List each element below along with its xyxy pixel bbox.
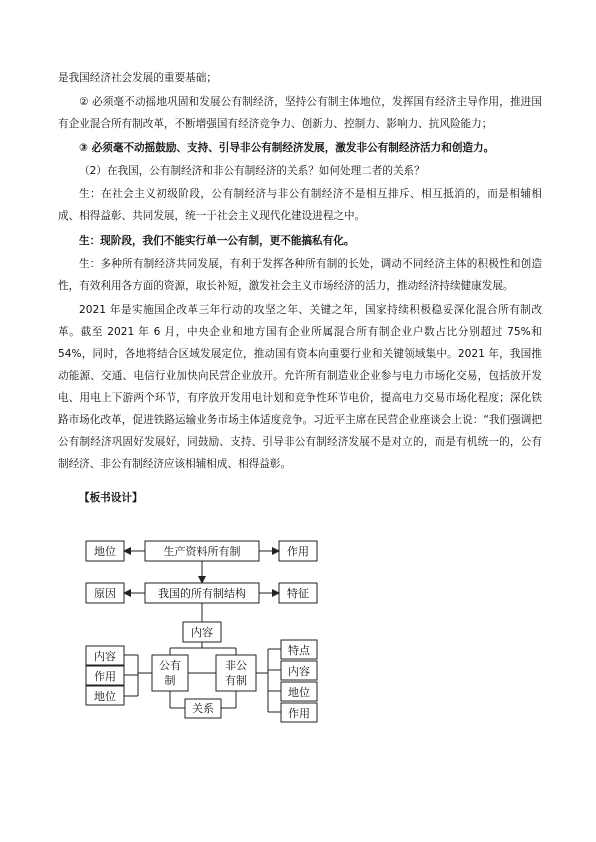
label-content: 内容 <box>191 626 213 639</box>
section-heading: 【板书设计】 <box>79 492 143 504</box>
label-left-content: 内容 <box>94 650 116 663</box>
label-mid-right: 特征 <box>287 587 309 600</box>
paragraph-6: 生：现阶段，我们不能实行单一公有制，更不能搞私有化。 <box>79 235 355 247</box>
paragraph-4: （2）在我国，公有制经济和非公有制经济的关系？如何处理二者的关系？ <box>79 165 425 177</box>
label-mid-center: 我国的所有制结构 <box>158 587 246 600</box>
paragraph-5: 生：在社会主义初级阶段，公有制经济与非公有制经济不是相互排斥、相互抵消的，而是相辅相成、相得益彰、共同发展，统一于社会主义现代化建设进程之中。 <box>58 188 542 222</box>
label-mid-left: 原因 <box>94 587 116 600</box>
paragraph-3: ③ 必须毫不动摇鼓励、支持、引导非公有制经济发展，激发非公有制经济活力和创造力。 <box>79 142 495 154</box>
label-top-right: 作用 <box>287 545 309 558</box>
label-top-left: 地位 <box>94 545 116 558</box>
label-right-content: 内容 <box>288 665 310 678</box>
label-right-feature: 特点 <box>288 644 310 657</box>
label-relation: 关系 <box>192 702 214 715</box>
paragraph-8: 2021 年是实施国企改革三年行动的攻坚之年、关键之年，国家持续积极稳妥深化混合所有制改革。截至 2021 年 6 月，中央企业和地方国有企业所属混合所有制企业户数占比分别超过 75%和 54%，同时，各地将结合区域发展定位，推动国有资本向重要行业和关键领域集中。2021 年，我国推动能源、交通、电信行业加快向民营企业放开。允许所有制造业企业参与电力市场化交易，包括放开发电、用电上下游两个环节，有序放开发用电计划和竞争性环节电价，提高电力交易市场化程度；深化铁路市场化改革，促进铁路运输业务市场主体适度竞争。习近平主席在民营企业座谈会上说：“我们强调把公有制经济巩固好发展好，同鼓励、支持、引导非公有制经济发展不是对立的，而是有机统一的，公有制经济、非公有制经济应该相辅相成、相得益彰。 <box>58 304 542 470</box>
label-nonpublic-1: 非公 <box>225 659 247 672</box>
label-top-center: 生产资料所有制 <box>163 545 241 558</box>
label-left-function: 作用 <box>94 670 116 683</box>
label-nonpublic-2: 有制 <box>225 674 247 687</box>
label-right-function: 作用 <box>288 707 310 720</box>
label-right-status: 地位 <box>288 686 310 699</box>
label-left-status: 地位 <box>94 690 116 703</box>
label-public-1: 公有 <box>159 659 181 672</box>
paragraph-7: 生：多种所有制经济共同发展，有利于发挥各种所有制的长处，调动不同经济主体的积极性和创造性，有效利用各方面的资源，取长补短，激发社会主义市场经济的活力，推动经济持续健康发展。 <box>58 258 542 292</box>
paragraph-1: 是我国经济社会发展的重要基础； <box>58 72 217 84</box>
label-public-2: 制 <box>164 674 176 687</box>
paragraph-2: ② 必须毫不动摇地巩固和发展公有制经济，坚持公有制主体地位，发挥国有经济主导作用，推进国有企业混合所有制改革，不断增强国有经济竞争力、创新力、控制力、影响力、抗风险能力； <box>58 96 542 130</box>
